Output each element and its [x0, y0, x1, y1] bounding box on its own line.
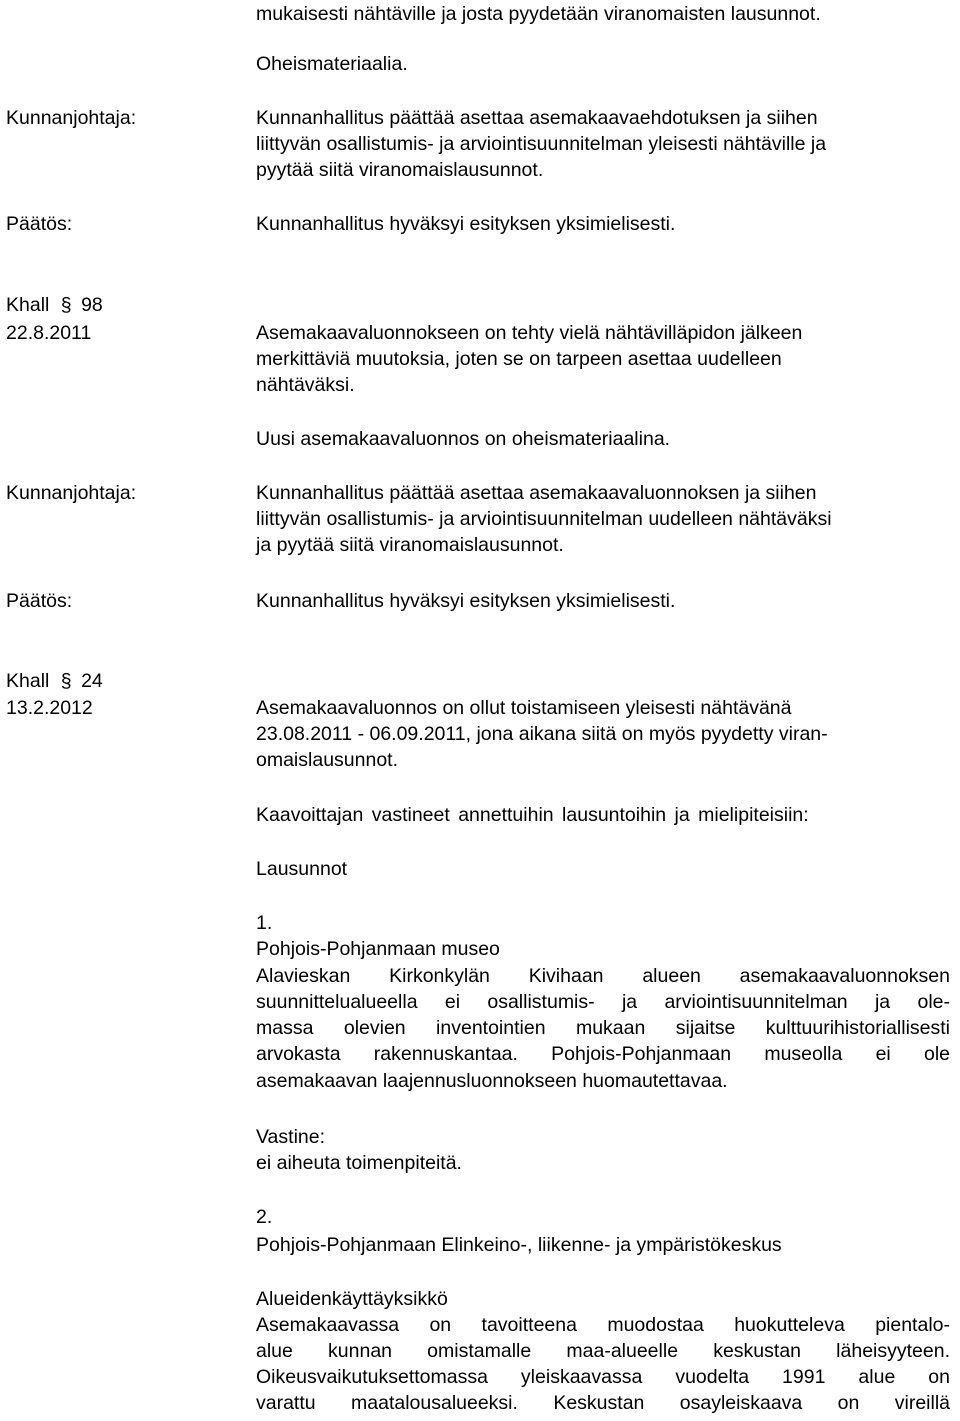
- paragraph-line: mukaisesti nähtäville ja josta pyydetään viranomaisten lausunnot.: [256, 3, 821, 25]
- statement-line: massa olevien inventointien mukaan sijaitse kulttuurihistoriallisesti: [256, 1017, 950, 1039]
- proposal-line: liittyvän osallistumis- ja arviointisuunnitelman uudelleen nähtäväksi: [256, 508, 832, 530]
- proposal-line: liittyvän osallistumis- ja arviointisuunnitelman yleisesti nähtäville ja: [256, 133, 827, 155]
- section-sign: §: [60, 294, 72, 316]
- statement-line: alue kunnan omistamalle maa-alueelle keskustan läheisyyteen.: [256, 1340, 950, 1362]
- board-abbreviation: Khall: [6, 670, 50, 692]
- meeting-date: 22.8.2011: [6, 322, 92, 344]
- paragraph-line: Asemakaavaluonnos on ollut toistamiseen yleisesti nähtävänä: [256, 697, 792, 719]
- statement-line: varattu maatalousalueeksi. Keskustan osayleiskaava on vireillä: [256, 1392, 950, 1414]
- section-number: 98: [81, 294, 103, 316]
- statement-line: Asemakaavassa on tavoitteena muodostaa huokutteleva pientalo-: [256, 1314, 950, 1336]
- proposal-line: ja pyytää siitä viranomaislausunnot.: [256, 534, 564, 556]
- paragraph-line: merkittäviä muutoksia, joten se on tarpeen asettaa uudelleen: [256, 348, 782, 370]
- statement-line: suunnittelualueella ei osallistumis- ja arviointisuunnitelman ja ole-: [256, 991, 950, 1013]
- attachment-note: Uusi asemakaavaluonnos on oheismateriaalina.: [256, 428, 671, 450]
- meeting-reference: [6, 669, 103, 693]
- meeting-date: 13.2.2012: [6, 697, 93, 719]
- manager-label: Kunnanjohtaja:: [6, 107, 137, 129]
- responses-heading: Kaavoittajan vastineet annettuihin lausuntoihin ja mielipiteisiin:: [256, 804, 809, 826]
- statement-organization: Pohjois-Pohjanmaan Elinkeino-, liikenne- ja ympäristökeskus: [256, 1234, 782, 1256]
- paragraph-line: Asemakaavaluonnokseen on tehty vielä nähtävilläpidon jälkeen: [256, 322, 803, 344]
- reply-label: Vastine:: [256, 1126, 326, 1148]
- proposal-line: pyytää siitä viranomaislausunnot.: [256, 159, 544, 181]
- proposal-line: Kunnanhallitus päättää asettaa asemakaavaluonnoksen ja siihen: [256, 482, 817, 504]
- meeting-reference: [6, 293, 103, 317]
- statement-unit: Alueidenkäyttäyksikkö: [256, 1288, 448, 1310]
- section-sign: §: [60, 670, 72, 692]
- statement-number: 2.: [256, 1206, 273, 1228]
- proposal-line: Kunnanhallitus päättää asettaa asemakaavaehdotuksen ja siihen: [256, 107, 818, 129]
- decision-text: Kunnanhallitus hyväksyi esityksen yksimielisesti.: [256, 590, 676, 612]
- paragraph-line: nähtäväksi.: [256, 374, 355, 396]
- statement-line: Oikeusvaikutuksettomassa yleiskaavassa vuodelta 1991 alue on: [256, 1366, 950, 1388]
- statement-line: Alavieskan Kirkonkylän Kivihaan alueen asemakaavaluonnoksen: [256, 965, 950, 987]
- statement-number: 1.: [256, 912, 273, 934]
- manager-label: Kunnanjohtaja:: [6, 482, 137, 504]
- paragraph-line: omaislausunnot.: [256, 749, 399, 771]
- board-abbreviation: Khall: [6, 294, 50, 316]
- paragraph-line: 23.08.2011 - 06.09.2011, jona aikana siitä on myös pyydetty viran-: [256, 723, 828, 745]
- reply-text: ei aiheuta toimenpiteitä.: [256, 1152, 462, 1174]
- statement-line: asemakaavan laajennusluonnokseen huomautettavaa.: [256, 1070, 728, 1092]
- section-number: 24: [81, 670, 103, 692]
- statement-line: arvokasta rakennuskantaa. Pohjois-Pohjanmaan museolla ei ole: [256, 1043, 950, 1065]
- statement-organization: Pohjois-Pohjanmaan museo: [256, 938, 500, 960]
- decision-label: Päätös:: [6, 590, 73, 612]
- decision-label: Päätös:: [6, 213, 73, 235]
- attachment-note: Oheismateriaalia.: [256, 53, 408, 75]
- statements-heading: Lausunnot: [256, 858, 348, 880]
- decision-text: Kunnanhallitus hyväksyi esityksen yksimielisesti.: [256, 213, 676, 235]
